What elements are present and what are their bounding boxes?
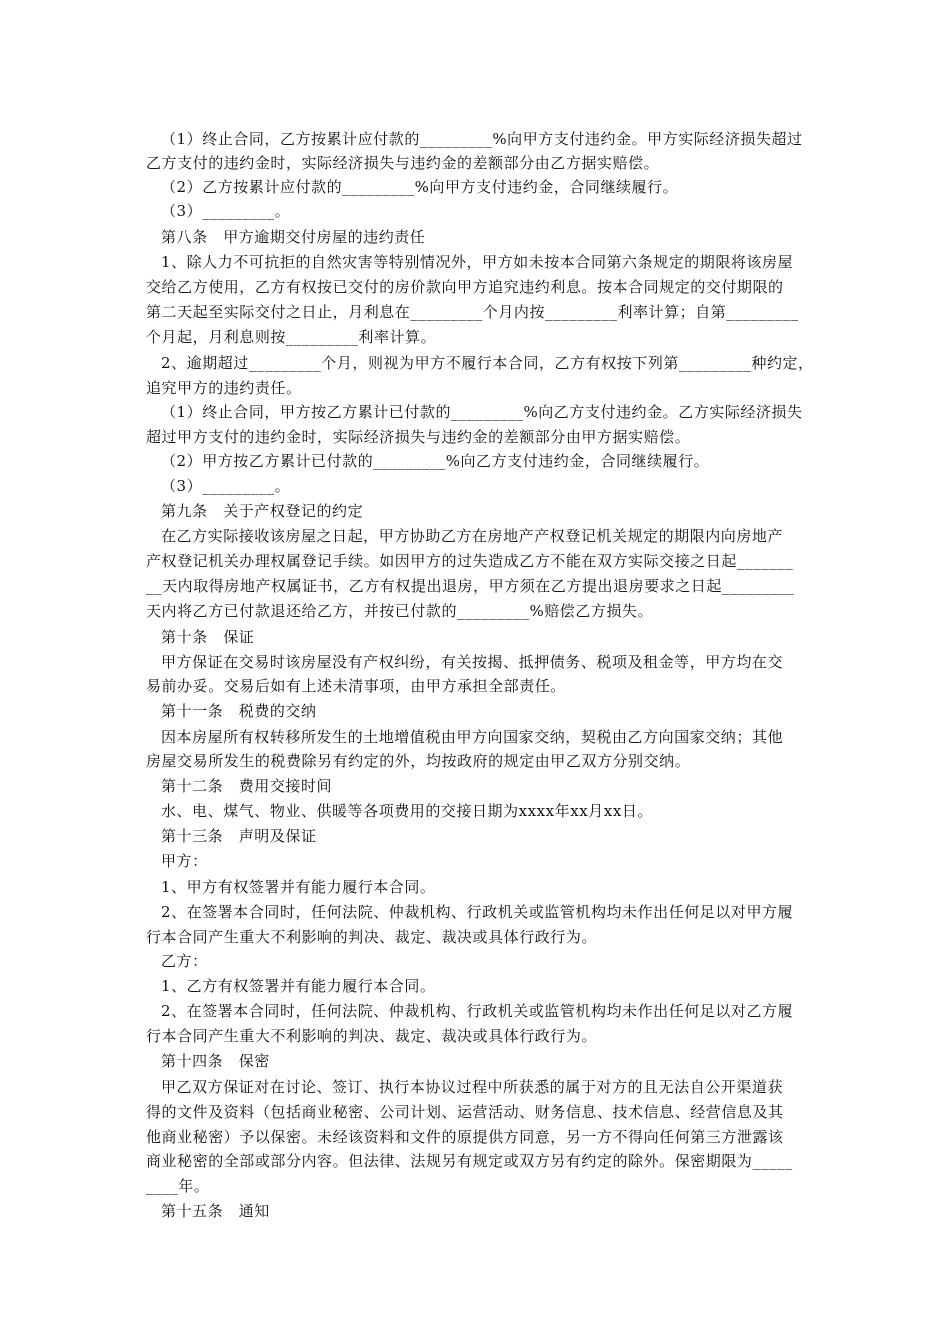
section-heading: 第九条 关于产权登记的约定 — [161, 502, 364, 520]
text-line: （2）乙方按累计应付款的_________%向甲方支付违约金，合同继续履行。 — [161, 178, 679, 196]
text-line: 天内将乙方已付款退还给乙方，并按已付款的_________%赔偿乙方损失。 — [146, 602, 654, 620]
text-line: 在乙方实际接收该房屋之日起，甲方协助乙方在房地产产权登记机关规定的期限内向房地产 — [161, 527, 784, 545]
text-line: 易前办妥。交易后如有上述未清事项，由甲方承担全部责任。 — [146, 677, 566, 695]
text-line: 水、电、煤气、物业、供暖等各项费用的交接日期为xxxx年xx月xx日。 — [161, 802, 653, 820]
text-line: （1）终止合同，甲方按乙方累计已付款的_________%向乙方支付违约金。乙方实际经济损失 — [161, 403, 803, 421]
text-line: 追究甲方的违约责任。 — [146, 379, 302, 397]
text-line: 1、乙方有权签署并有能力履行本合同。 — [161, 977, 436, 995]
text-line: 第二天起至实际交付之日止，月利息在_________个月内按_________利率计算；自第_________ — [146, 303, 799, 321]
text-line: 2、在签署本合同时，任何法院、仲裁机构、行政机关或监管机构均未作出任何足以对乙方履 — [161, 1002, 794, 1020]
text-line: 房屋交易所发生的税费除另有约定的外，均按政府的规定由甲乙双方分别交纳。 — [146, 752, 691, 770]
text-line: （3）_________。 — [161, 202, 291, 220]
text-line: 他商业秘密）予以保密。未经该资料和文件的原提供方同意，另一方不得向任何第三方泄露该 — [146, 1128, 784, 1146]
text-line: 商业秘密的全部或部分内容。但法律、法规另有规定或双方另有约定的除外。保密期限为_____ — [146, 1152, 793, 1170]
text-line: 产权登记机关办理权属登记手续。如因甲方的过失造成乙方不能在双方实际交接之日起_______ — [146, 552, 794, 570]
text-line: （2）甲方按乙方累计已付款的_________%向乙方支付违约金，合同继续履行。 — [161, 452, 710, 470]
section-heading: 第十二条 费用交接时间 — [161, 777, 333, 795]
text-line: 行本合同产生重大不利影响的判决、裁定、裁决或具体行政行为。 — [146, 1027, 597, 1045]
section-heading: 第八条 甲方逾期交付房屋的违约责任 — [161, 228, 426, 246]
section-heading: 第十条 保证 — [161, 628, 255, 646]
text-line: 得的文件及资料（包括商业秘密、公司计划、运营活动、财务信息、技术信息、经营信息及其 — [146, 1103, 784, 1121]
section-heading: 第十四条 保密 — [161, 1052, 270, 1070]
text-line: 个月起，月利息则按_________利率计算。 — [146, 328, 437, 346]
text-line: 乙方： — [161, 952, 208, 970]
text-line: 甲方保证在交易时该房屋没有产权纠纷，有关按揭、抵押债务、税项及租金等，甲方均在交 — [161, 653, 784, 671]
text-line: 1、甲方有权签署并有能力履行本合同。 — [161, 878, 436, 896]
text-line: 1、除人力不可抗拒的自然灾害等特别情况外，甲方如未按本合同第六条规定的期限将该房屋 — [161, 253, 794, 271]
text-line: 因本房屋所有权转移所发生的土地增值税由甲方向国家交纳，契税由乙方向国家交纳；其他 — [161, 728, 784, 746]
text-line: 甲方： — [161, 852, 208, 870]
text-line: （3）_________。 — [161, 477, 291, 495]
text-line: （1）终止合同，乙方按累计应付款的_________%向甲方支付违约金。甲方实际经济损失超过 — [161, 130, 803, 148]
text-line: 2、在签署本合同时，任何法院、仲裁机构、行政机关或监管机构均未作出任何足以对甲方履 — [161, 903, 794, 921]
text-line: 超过甲方支付的违约金时，实际经济损失与违约金的差额部分由甲方据实赔偿。 — [146, 428, 691, 446]
text-line: 行本合同产生重大不利影响的判决、裁定、裁决或具体行政行为。 — [146, 928, 597, 946]
text-line: 交给乙方使用，乙方有权按已交付的房价款向甲方追究违约利息。按本合同规定的交付期限的 — [146, 278, 784, 296]
section-heading: 第十一条 税费的交纳 — [161, 702, 317, 720]
section-heading: 第十三条 声明及保证 — [161, 827, 317, 845]
section-heading: 第十五条 通知 — [161, 1202, 270, 1220]
text-line: 乙方支付的违约金时，实际经济损失与违约金的差额部分由乙方据实赔偿。 — [146, 154, 660, 172]
text-line: ____年。 — [146, 1177, 210, 1195]
text-line: 甲乙双方保证对在讨论、签订、执行本协议过程中所获悉的属于对方的且无法自公开渠道获 — [161, 1078, 784, 1096]
text-line: __天内取得房地产权属证书，乙方有权提出退房，甲方须在乙方提出退房要求之日起_________ — [146, 577, 795, 595]
text-line: 2、逾期超过_________个月，则视为甲方不履行本合同，乙方有权按下列第_________种约定， — [161, 354, 814, 372]
